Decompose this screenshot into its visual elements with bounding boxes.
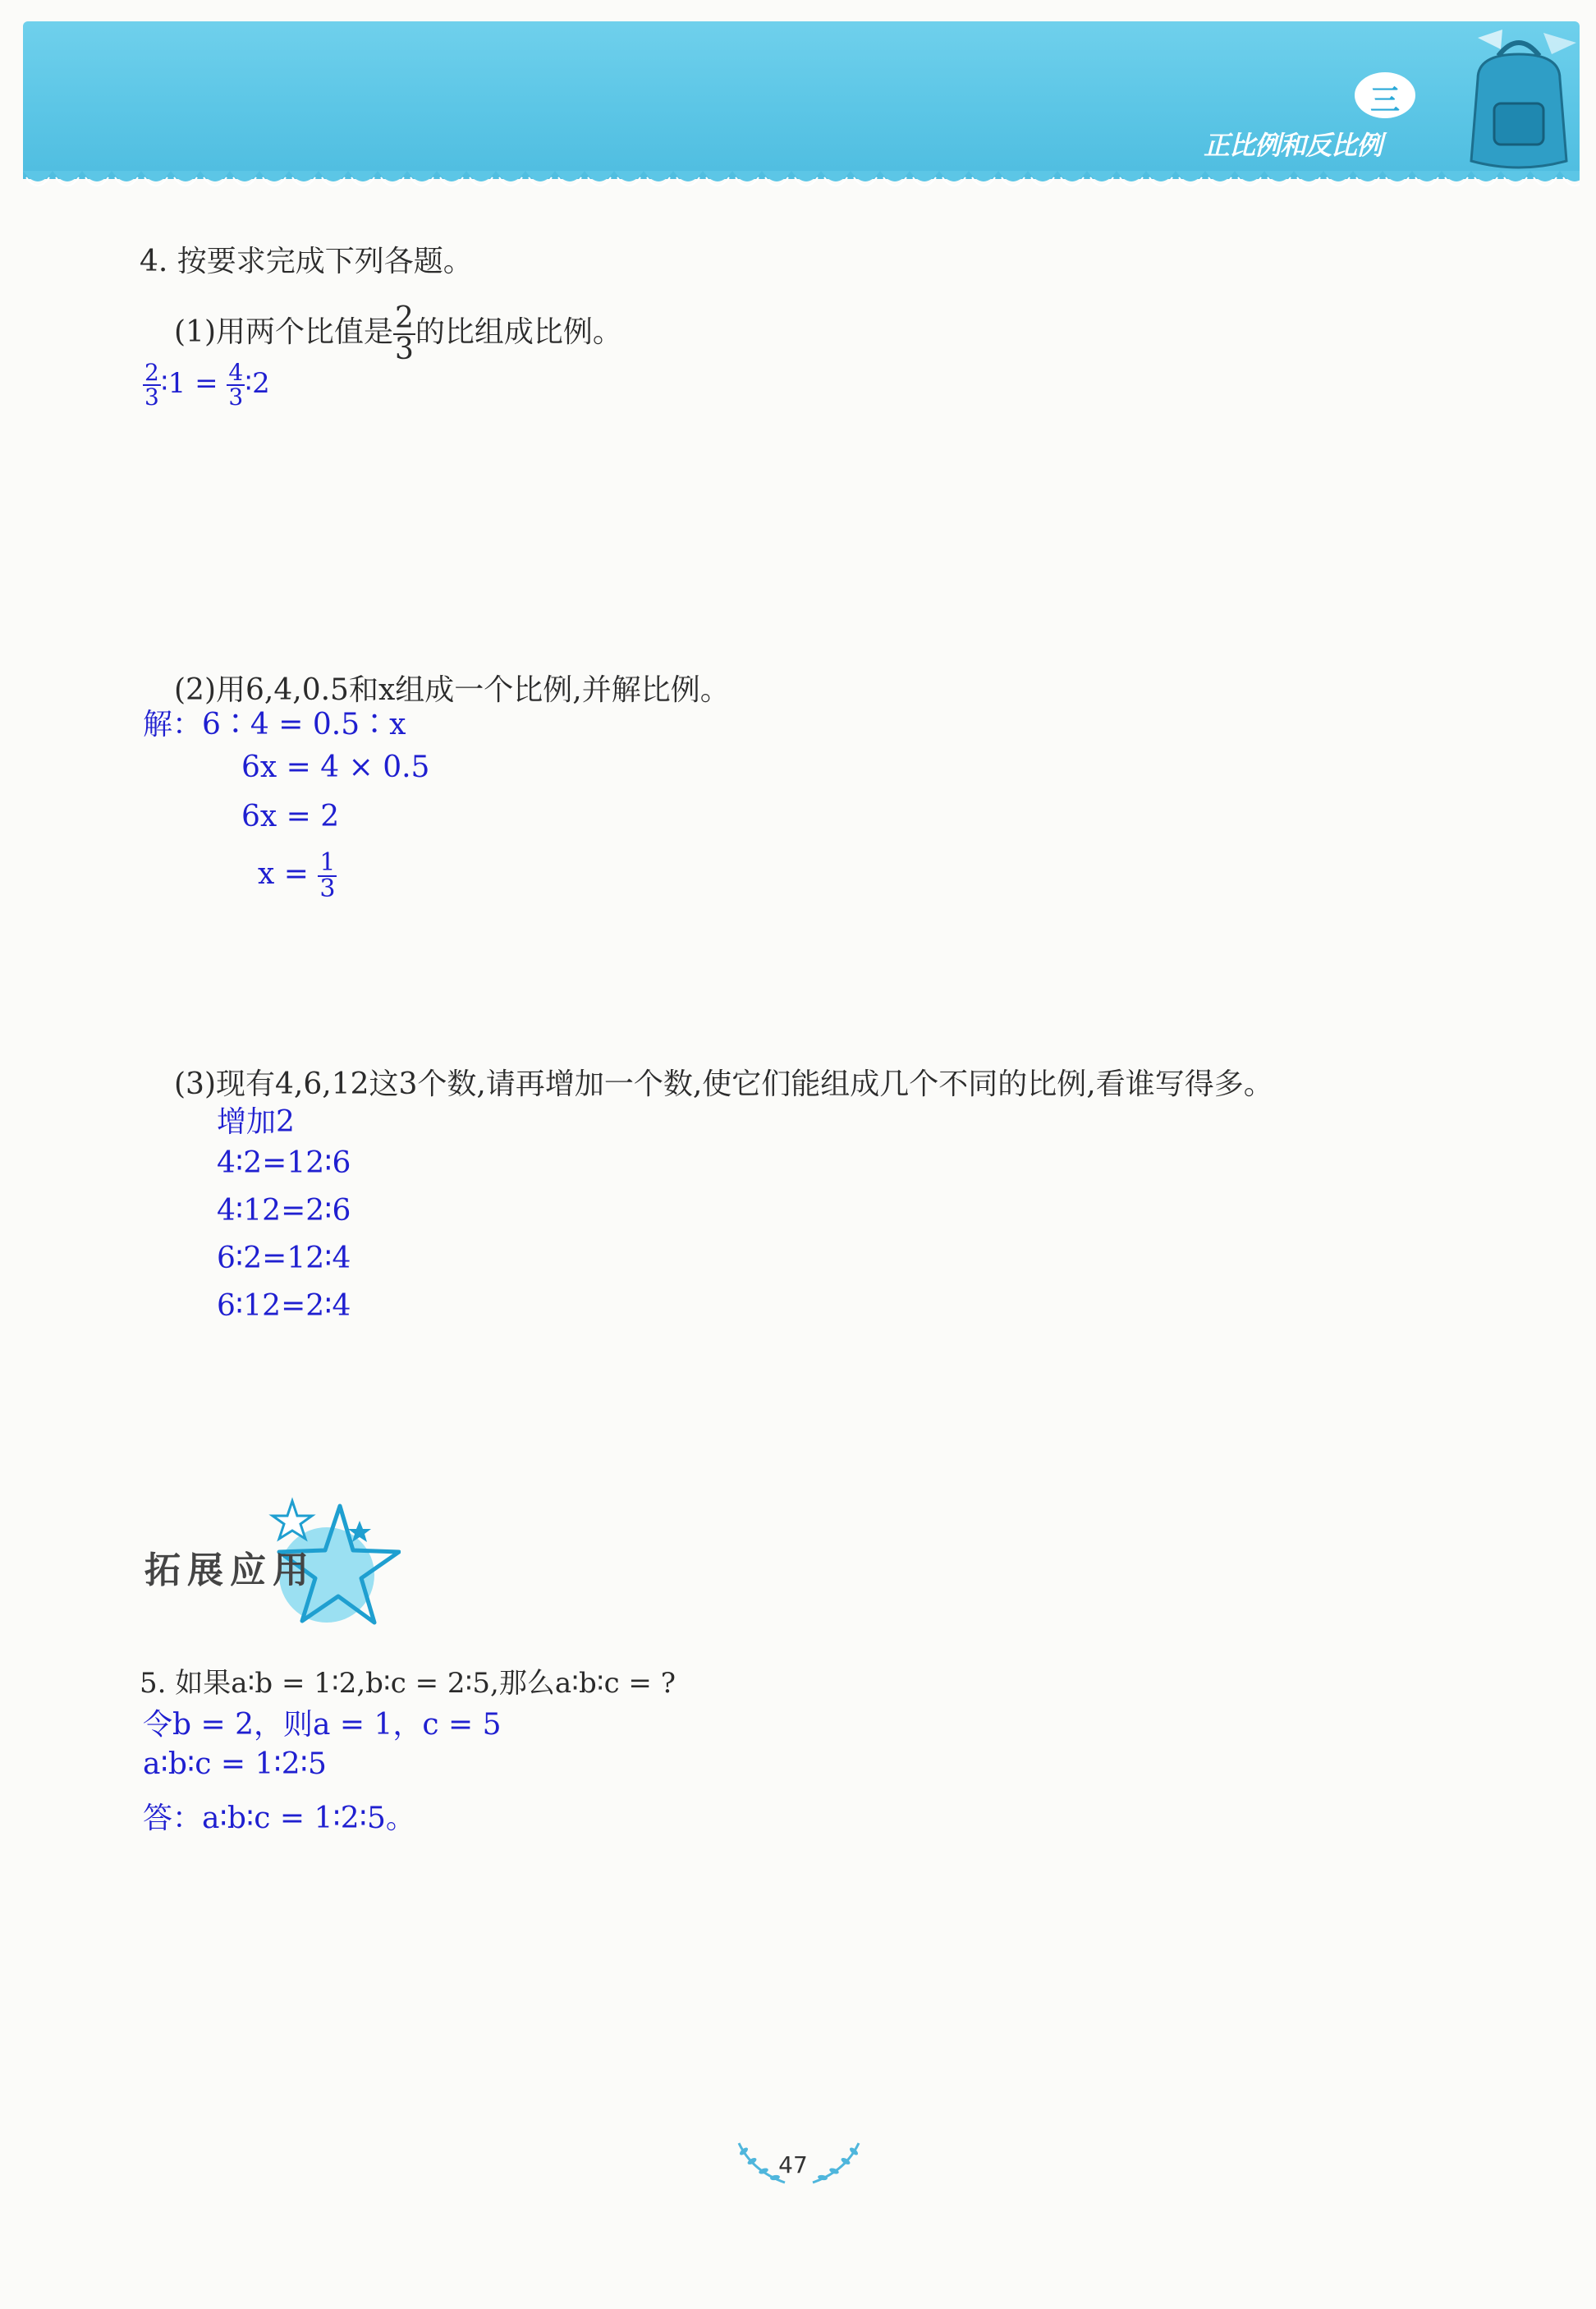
backpack-icon [1453,21,1585,177]
fraction-denominator: 3 [395,333,414,366]
question-4-part-2-prompt: (2)用6,4,0.5和x组成一个比例,并解比例。 [174,673,730,707]
part-2-answer-final [258,848,337,903]
part-3-answer-line-2: 4∶2=12∶6 [217,1146,351,1180]
part-3-answer-line-3: 4∶12=2∶6 [217,1194,351,1228]
question-5-prompt: 5. 如果a∶b = 1∶2,b∶c = 2∶5,那么a∶b∶c = ? [140,1667,676,1700]
answer-fraction-2 [227,361,245,409]
question-5-answer-line-2: a∶b∶c = 1∶2∶5 [143,1747,327,1781]
chapter-number: 三 [1369,84,1400,117]
question-4-part-3-prompt: (3)现有4,6,12这3个数,请再增加一个数,使它们能组成几个不同的比例,看谁写得多。 [174,1067,1273,1101]
part-3-answer-line-4: 6∶2=12∶4 [217,1242,351,1275]
question-4-part-1-prompt [174,301,622,366]
part-3-answer-line-1: 增加2 [217,1105,295,1139]
part-2-answer-line-3: 6x = 2 [241,800,340,833]
question-5-answer-line-3: 答：a∶b∶c = 1∶2∶5。 [143,1802,415,1835]
part-2-answer-line-2: 6x = 4 × 0.5 [241,751,430,784]
fraction-numerator: 2 [144,359,159,386]
answer-ratio-middle: ∶1 = [160,367,218,400]
part-1-prompt-before: (1)用两个比值是 [174,315,393,349]
part-1-answer [143,361,270,409]
answer-fraction-one-third [318,848,337,903]
fraction-numerator: 4 [228,359,244,386]
fraction-denominator: 3 [319,874,336,903]
fraction-numerator: 1 [319,848,336,877]
part-1-prompt-after: 的比组成比例。 [415,315,622,349]
chapter-badge [1355,72,1415,118]
question-5-answer-line-1: 令b = 2，则a = 1，c = 5 [143,1708,502,1742]
fraction-numerator: 2 [395,301,414,335]
fraction-denominator: 3 [228,383,244,411]
page-number: 47 [778,2151,808,2178]
fraction-two-thirds [393,301,415,366]
laurel-right-icon [805,2138,870,2187]
section-title: 拓展应用 [144,1549,315,1591]
banner-scallop-edge [23,171,1580,195]
answer-ratio-end: ∶2 [245,367,270,400]
fraction-denominator: 3 [144,383,159,411]
part-2-answer-line-1: 解：6∶4 = 0.5∶x [143,708,406,741]
part-3-answer-line-5: 6∶12=2∶4 [217,1289,351,1323]
final-lhs: x = [258,857,309,891]
chapter-title: 正比例和反比例 [1204,130,1383,161]
question-4-title: 4. 按要求完成下列各题。 [140,245,473,278]
answer-fraction-1 [143,361,161,409]
